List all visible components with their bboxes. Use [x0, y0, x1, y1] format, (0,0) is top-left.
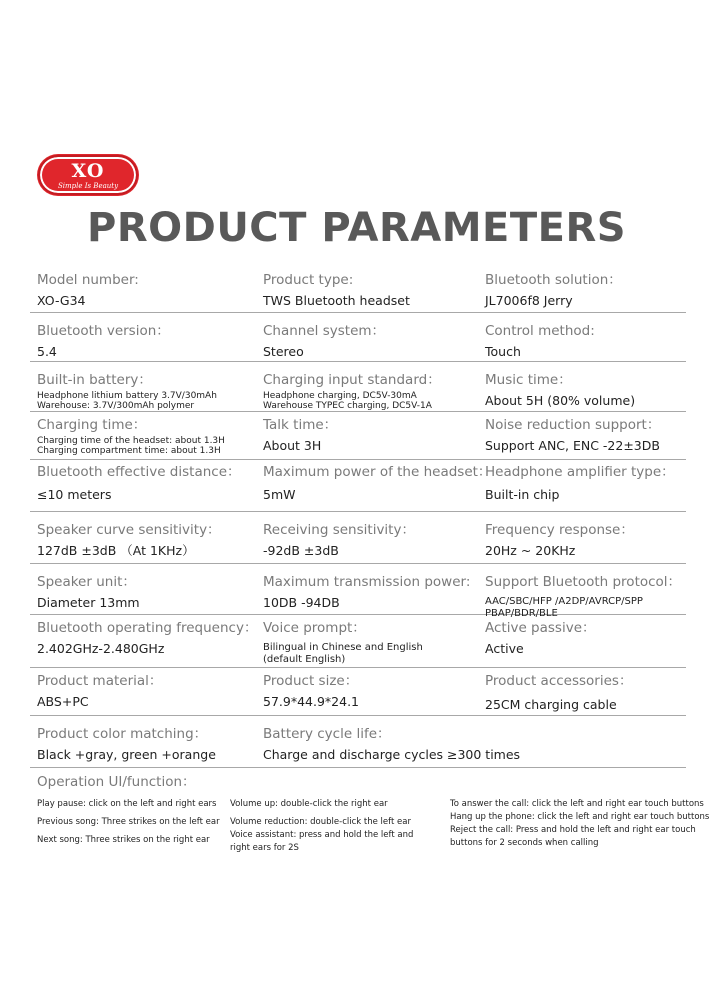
table-row — [30, 512, 686, 564]
param-product-material — [37, 668, 259, 710]
operation-section — [37, 774, 710, 853]
operation-line: Hang up the phone: click the left and right ear touch buttons — [450, 812, 710, 822]
operation-line: Volume reduction: double-click the left ear — [230, 817, 411, 827]
param-frequency-response — [485, 512, 690, 559]
param-label: Noise reduction support： — [485, 417, 661, 433]
operation-line: Next song: Three strikes on the right ear — [37, 835, 210, 845]
param-label: Speaker unit： — [37, 574, 136, 590]
param-value: Charge and discharge cycles ≥300 times — [263, 747, 521, 762]
table-row — [30, 460, 686, 512]
param-value: JL7006f8 Jerry — [485, 293, 573, 308]
operation-column-calls — [450, 798, 709, 850]
param-label: Speaker curve sensitivity： — [37, 522, 221, 538]
param-bluetooth-protocol — [485, 564, 690, 620]
param-value: About 3H — [263, 438, 322, 453]
param-label: Maximum transmission power: — [263, 574, 471, 590]
param-value-line: Headphone lithium battery 3.7V/30mAh — [37, 391, 217, 401]
param-bluetooth-solution — [485, 262, 690, 309]
param-value: 2.402GHz-2.480GHz — [37, 641, 165, 656]
param-value: Black +gray, green +orange — [37, 747, 216, 762]
param-value: XO-G34 — [37, 293, 86, 308]
param-value: -92dB ±3dB — [263, 543, 339, 558]
param-value: 25CM charging cable — [485, 697, 617, 712]
param-value-line: AAC/SBC/HFP /A2DP/AVRCP/SPP — [485, 596, 643, 607]
param-music-time — [485, 362, 690, 409]
page-title: PRODUCT PARAMETERS — [87, 205, 627, 251]
param-voice-prompt — [263, 615, 483, 666]
operation-line: Volume up: double-click the right ear — [230, 799, 388, 809]
param-speaker-unit — [37, 564, 259, 611]
param-color-matching — [37, 716, 259, 763]
brand-logo — [38, 155, 138, 195]
param-operating-frequency — [37, 615, 259, 657]
operation-column-playback — [37, 798, 220, 847]
param-product-accessories — [485, 668, 690, 713]
table-row — [30, 412, 686, 460]
param-label: Bluetooth operating frequency： — [37, 620, 258, 636]
param-value-line: (default English) — [263, 654, 346, 665]
param-built-in-battery — [37, 362, 259, 411]
param-value: ABS+PC — [37, 694, 89, 709]
param-value: About 5H (80% volume) — [485, 393, 636, 408]
param-label: Support Bluetooth protocol： — [485, 574, 682, 590]
param-label: Product material： — [37, 673, 163, 689]
param-label: Channel system： — [263, 323, 386, 339]
param-max-power — [263, 460, 492, 503]
param-label: Battery cycle life： — [263, 726, 391, 742]
param-label: Product type: — [263, 272, 354, 288]
param-value: Touch — [485, 344, 521, 359]
operation-title: Operation UI/function： — [37, 774, 196, 790]
table-row — [30, 668, 686, 716]
brand-tagline: Simple Is Beauty — [57, 182, 119, 190]
table-row — [30, 716, 686, 768]
param-label: Music time： — [485, 372, 572, 388]
param-speaker-sensitivity — [37, 512, 259, 559]
param-value: Support ANC, ENC -22±3DB — [485, 438, 660, 453]
param-label: Model number: — [37, 272, 139, 288]
param-charging-time — [37, 412, 259, 456]
param-value: 5mW — [263, 487, 296, 502]
param-noise-reduction — [485, 412, 690, 454]
param-value: ≤10 meters — [37, 487, 112, 502]
param-value-line: Warehouse: 3.7V/300mAh polymer — [37, 401, 195, 411]
param-value: Active — [485, 641, 524, 656]
param-label: Charging input standard： — [263, 372, 441, 388]
param-value: Diameter 13mm — [37, 595, 140, 610]
param-value-line: Charging compartment time: about 1.3H — [37, 446, 221, 456]
param-value: 20Hz ~ 20KHz — [485, 543, 576, 558]
table-row — [30, 313, 686, 362]
param-channel-system — [263, 313, 483, 360]
param-value: TWS Bluetooth headset — [263, 293, 410, 308]
operation-line: right ears for 2S — [230, 843, 299, 853]
operation-column-volume — [230, 798, 413, 855]
param-label: Bluetooth effective distance： — [37, 464, 241, 480]
param-value-line: Bilingual in Chinese and English — [263, 642, 423, 653]
table-row — [30, 615, 686, 668]
param-value: Built-in chip — [485, 487, 560, 502]
table-row — [30, 262, 686, 313]
param-talk-time — [263, 412, 483, 454]
param-receiving-sensitivity — [263, 512, 483, 559]
param-label: Frequency response： — [485, 522, 634, 538]
param-active-passive — [485, 615, 690, 657]
param-product-size — [263, 668, 483, 710]
param-value: 127dB ±3dB （At 1KHz） — [37, 543, 195, 558]
param-value-line: Warehouse TYPEC charging, DC5V-1A — [263, 401, 432, 411]
param-label: Bluetooth solution： — [485, 272, 622, 288]
param-value-line: Charging time of the headset: about 1.3H — [37, 436, 225, 446]
param-label: Headphone amplifier type： — [485, 464, 675, 480]
param-bluetooth-version — [37, 313, 259, 360]
param-value-line: Headphone charging, DC5V-30mA — [263, 391, 417, 401]
param-label: Product accessories： — [485, 673, 633, 689]
param-label: Product color matching： — [37, 726, 208, 742]
operation-line: To answer the call: click the left and right ear touch buttons — [450, 799, 704, 809]
param-bluetooth-distance — [37, 460, 259, 503]
table-row — [30, 564, 686, 619]
param-label: Voice prompt： — [263, 620, 366, 636]
param-value: 57.9*44.9*24.1 — [263, 694, 359, 709]
parameters-table — [30, 262, 686, 768]
param-max-transmission-power — [263, 564, 483, 611]
param-battery-cycle-life — [263, 716, 521, 763]
param-charging-input-standard — [263, 362, 483, 411]
param-value: 10DB -94DB — [263, 595, 340, 610]
param-label: Product size： — [263, 673, 359, 689]
brand-mark: XO — [71, 160, 105, 182]
param-label: Built-in battery： — [37, 372, 152, 388]
param-product-type — [263, 262, 483, 309]
param-label: Charging time： — [37, 417, 147, 433]
operation-line: buttons for 2 seconds when calling — [450, 838, 599, 848]
param-value: Stereo — [263, 344, 304, 359]
param-amplifier-type — [485, 460, 690, 503]
operation-line: Reject the call: Press and hold the left and right ear touch — [450, 825, 696, 835]
param-control-method — [485, 313, 690, 360]
operation-line: Voice assistant: press and hold the left and — [230, 830, 414, 840]
param-label: Active passive： — [485, 620, 596, 636]
param-label: Bluetooth version： — [37, 323, 170, 339]
param-value-line: PBAP/BDR/BLE — [485, 608, 558, 619]
param-label: Talk time： — [263, 417, 338, 433]
table-row — [30, 362, 686, 412]
param-label: Maximum power of the headset： — [263, 464, 492, 480]
operation-line: Play pause: click on the left and right ears — [37, 799, 217, 809]
param-label: Control method: — [485, 323, 595, 339]
param-label: Receiving sensitivity： — [263, 522, 415, 538]
param-value: 5.4 — [37, 344, 57, 359]
param-model-number — [37, 262, 259, 309]
operation-line: Previous song: Three strikes on the left ear — [37, 817, 220, 827]
